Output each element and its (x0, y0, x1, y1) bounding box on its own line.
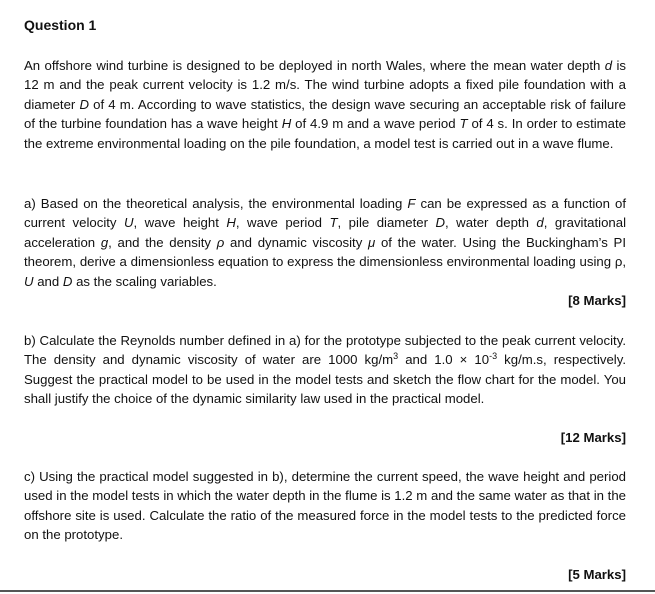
part-b-marks: [12 Marks] (560, 430, 626, 445)
intro-text-4: of 4.9 m and a wave period (291, 116, 460, 132)
part-b-paragraph (24, 331, 626, 409)
part-a-marks: [8 Marks] (568, 293, 626, 308)
part-a-text-8: , and the density (108, 234, 217, 250)
intro-text-5: of 4 s. In order to estimate the extreme environmental loading on the pile foundation, a model test is carried out in a wave flume. (24, 116, 627, 151)
intro-text-1: An offshore wind turbine is designed to be deployed in north Wales, where the mean water depth (24, 58, 605, 73)
part-a-text-10: of the water. Using the Buckingham’s PI theorem, derive a dimensionless equation to express the dimensionless environmental loading using ρ, (24, 234, 626, 270)
part-a-text-5: , pile diameter (337, 215, 436, 231)
intro-paragraph (24, 56, 626, 153)
part-a-text-1: a) Based on the theoretical analysis, the environmental loading (24, 196, 408, 211)
var-H: H (226, 215, 236, 231)
intro-text-3: of 4 m. According to wave statistics, the design wave securing an acceptable risk of failure of the turbine foundation has a wave height (24, 96, 626, 132)
var-D: D (435, 215, 446, 231)
part-b-text-2: and 1.0 × 10 (398, 352, 490, 368)
superscript-3: 3 (393, 351, 399, 362)
part-a-paragraph (24, 194, 626, 291)
var-mu: μ (368, 234, 376, 250)
superscript-minus-3: -3 (489, 351, 498, 362)
var-T: T (459, 116, 468, 132)
var-g: g (100, 234, 109, 250)
var-T: T (329, 215, 338, 231)
var-d: d (604, 58, 613, 73)
part-a-text-4: , wave period (235, 215, 330, 231)
var-d: d (536, 215, 544, 231)
part-a-text-6: , water depth (445, 215, 537, 231)
var-U: U (24, 273, 34, 289)
bottom-divider (0, 590, 655, 592)
part-b-text-1: b) Calculate the Reynolds number defined in a) for the prototype subjected to the peak current velocity. The density and dynamic viscosity of water are 1000 kg/m (24, 333, 626, 368)
var-D: D (79, 96, 89, 112)
part-c-paragraph: c) Using the practical model suggested in b), determine the current speed, the wave height and period used in the model tests in which the water depth in the flume is 1.2 m and the same water as that in the offshore site is used. Calculate the ratio of the measured force in the model tests to the predicted force on the prototype. (24, 469, 626, 543)
part-b-text-3: kg/m.s, respectively. Suggest the practical model to be used in the model tests and sketch the flow chart for the model. You shall justify the choice of the dynamic similarity law used in the practical model. (24, 352, 627, 407)
var-H: H (281, 116, 292, 132)
question-title: Question 1 (24, 17, 97, 33)
part-a-text-3: , wave height (133, 215, 227, 231)
part-a-text-2: can be expressed as a function of current velocity (24, 196, 626, 231)
part-a-text-12: as the scaling variables. (72, 273, 217, 289)
part-c-marks: [5 Marks] (568, 567, 626, 582)
intro-text-2: is 12 m and the peak current velocity is 1.2 m/s. The wind turbine adopts a fixed pile foundation with a diameter (24, 58, 626, 112)
var-F: F (407, 196, 416, 211)
part-a-text-7: , gravitational acceleration (24, 215, 627, 250)
var-rho: ρ (216, 234, 225, 250)
var-D: D (62, 273, 73, 289)
part-a-text-11: and (33, 273, 63, 289)
var-U: U (124, 215, 134, 231)
part-a-text-9: and dynamic viscosity (224, 234, 369, 250)
